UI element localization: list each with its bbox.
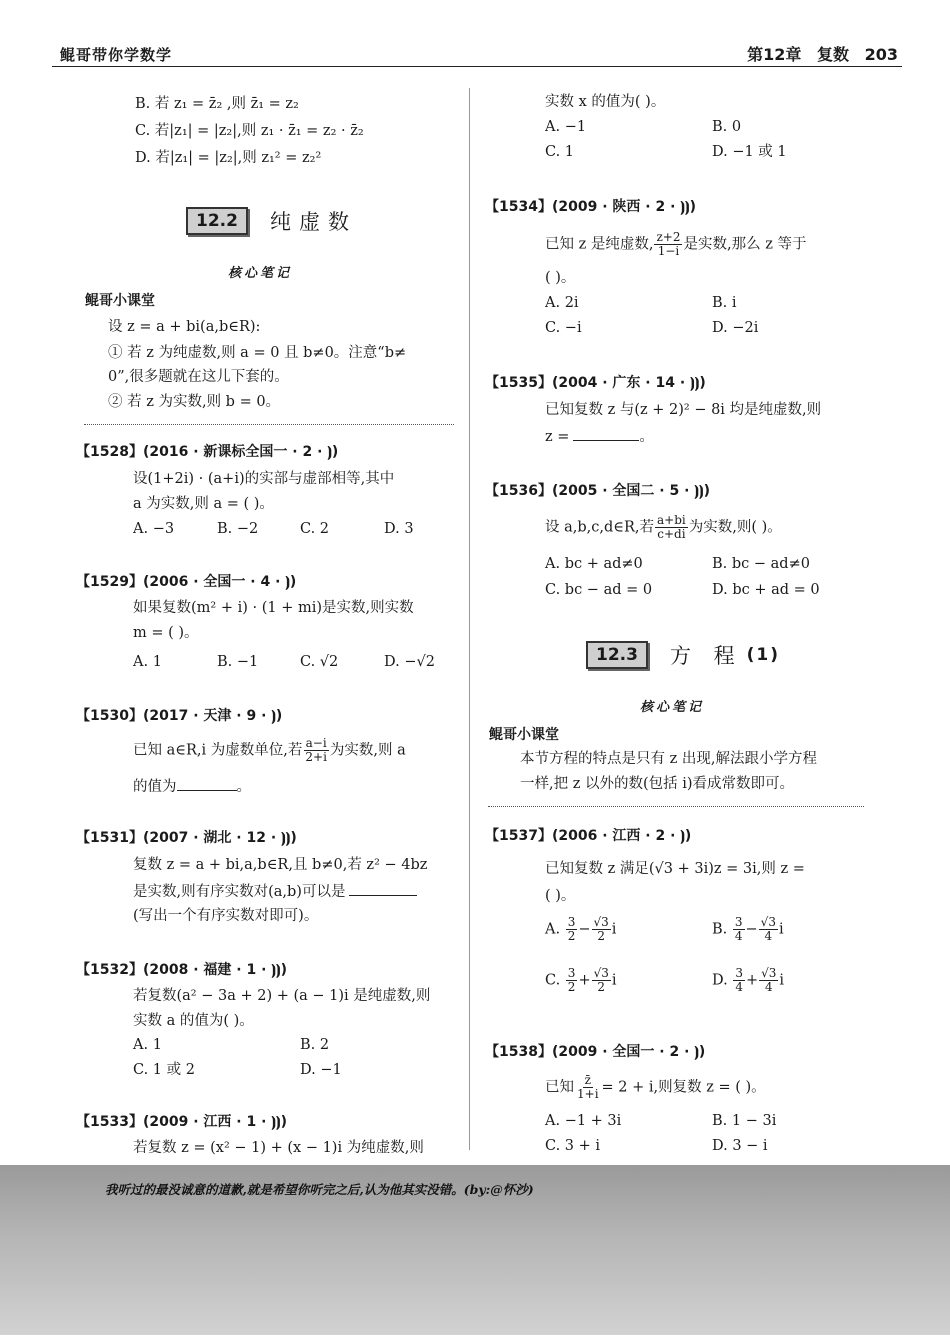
text-segment: 。 [236,779,251,795]
option-c: C. −i [545,320,582,336]
option-label: C. [545,972,561,989]
fraction-denominator: 1−i [657,244,680,258]
option-d: D. $\frac{3}{4}$ + $\frac{√3}{4}$ i [712,966,785,994]
question-text [133,737,406,764]
text-segment: 是实数,那么 z 等于 [683,236,807,253]
fraction-numerator: z+2 [656,230,681,244]
option-d: D. bc + ad = 0 [712,582,820,598]
prev-option-c: C. 若|z₁| = |z₂|,则 z₁ · z̄₁ = z₂ · z̄₂ [135,123,364,139]
question-text [133,881,417,902]
fraction-numerator: √3 [760,915,776,929]
question-1538-header [485,1042,705,1062]
text-segment: 是实数,则有序实数对(a,b)可以是 [133,884,346,900]
option-c: C. 3 + i [545,1138,601,1154]
question-1531-header [76,828,297,848]
question-text: ( )。 [545,270,576,286]
option-c: C. 2 [300,521,330,537]
question-text: 若复数(a² − 3a + 2) + (a − 1)i 是纯虚数,则 [133,988,431,1004]
text-segment: 为实数,则 a [329,742,406,759]
text-segment: 。 [639,429,654,445]
question-1532-header [76,960,287,980]
option-b: B. 0 [712,119,742,135]
option-d: D. −2i [712,320,759,336]
question-number: 【1530】 [76,708,143,724]
header-chapter-info [737,42,898,65]
option-label: A. [545,921,561,938]
option-d: D. −1 [300,1062,342,1078]
question-text: 如果复数(m² + i) · (1 + mi)是实数,则实数 [133,600,414,616]
fraction-numerator: 3 [734,915,743,929]
fraction-numerator: a+bi [657,513,686,527]
fraction-denominator: 2 [567,980,576,994]
topic-label: 复数 [817,45,850,64]
question-text: 已知复数 z 满足(√3 + 3i)z = 3i,则 z = [545,861,805,877]
fraction-numerator: 3 [567,966,576,980]
question-1537-header [485,826,691,846]
question-1530-header [76,706,282,726]
question-text: 实数 x 的值为( )。 [545,94,666,110]
lesson-line: 0”,很多题就在这儿下套的。 [108,369,289,385]
fraction [655,514,688,541]
question-source: (2007 · 湖北 · 12 · ⦘⦘) [142,830,297,846]
lesson-title: 鲲哥小课堂 [85,293,155,309]
operator: + [745,972,759,989]
fraction-numerator: √3 [593,915,609,929]
section-suffix: (1) [746,645,781,665]
fraction [303,737,329,764]
fraction-denominator: 4 [764,929,773,943]
question-text [133,776,251,797]
fraction-denominator: 2 [597,980,606,994]
question-text: m = ( )。 [133,625,199,641]
question-text [545,426,654,447]
fraction-numerator: z̄ [584,1073,591,1087]
section-12-3-heading [586,640,780,670]
question-text: (写出一个有序实数对即可)。 [133,908,319,924]
prev-option-b: B. 若 z₁ = z̄₂ ,则 z̄₁ = z₂ [135,96,299,112]
operator: − [578,921,591,938]
fraction [759,916,778,943]
answer-blank [177,776,237,791]
question-number: 【1531】 [76,830,143,846]
option-d: D. 3 − i [712,1138,768,1154]
lesson-line: 一样,把 z 以外的数(包括 i)看成常数即可。 [520,776,795,792]
text-segment: 已知 [545,1079,574,1096]
option-c: C. $\frac{3}{2}$ + $\frac{√3}{2}$ i [545,966,617,994]
option-c: C. √2 [300,654,339,670]
question-1535-header [485,373,706,393]
section-title: 纯虚数 [269,210,357,234]
question-number: 【1536】 [485,483,552,499]
question-text [545,1074,766,1101]
prev-option-d: D. 若|z₁| = |z₂|,则 z₁² = z₂² [135,150,322,166]
fraction [592,967,611,994]
answer-blank [573,426,639,441]
fraction [566,916,578,943]
option-a: A. 1 [133,654,162,670]
fraction-denominator: 4 [764,980,773,994]
fraction-denominator: c+di [657,527,686,541]
question-source: (2017 · 天津 · 9 · ⦘) [142,708,283,724]
option-a: A. 2i [545,295,579,311]
section-12-2-heading [186,206,357,236]
question-source: (2005 · 全国二 · 5 · ⦘⦘) [551,483,710,499]
question-text: 若复数 z = (x² − 1) + (x − 1)i 为纯虚数,则 [133,1140,424,1156]
header-rule [52,66,902,67]
header-brand: 鲲哥带你学数学 [60,46,173,64]
option-a: A. −1 + 3i [545,1113,622,1129]
dotted-separator [488,806,864,807]
footer-quote: 我听过的最没诚意的道歉,就是希望你听完之后,认为他其实没错。(by:@怀沙) [105,1182,534,1197]
question-source: (2009 · 陕西 · 2 · ⦘⦘) [551,199,696,215]
lesson-line: ② 若 z 为实数,则 b = 0。 [108,394,281,410]
fraction-denominator: 4 [735,980,743,994]
fraction-numerator: 3 [735,966,743,980]
fraction [759,967,778,994]
question-text: 复数 z = a + bi,a,b∈R,且 b≠0,若 z² − 4bz [133,857,428,873]
option-b: B. i [712,295,737,311]
question-number: 【1532】 [76,962,143,978]
question-source: (2009 · 江西 · 1 · ⦘⦘) [142,1114,287,1130]
fraction-denominator: 2+i [305,750,327,764]
text-segment: 已知 z 是纯虚数, [545,236,654,253]
question-text [545,231,806,258]
option-a: A. −3 [133,521,175,537]
question-number: 【1537】 [485,828,552,844]
question-text: a 为实数,则 a = ( )。 [133,496,274,512]
question-number: 【1538】 [485,1044,552,1060]
question-text: 实数 a 的值为( )。 [133,1013,254,1029]
option-b: B. 2 [300,1037,330,1053]
section-number: 12.2 [186,207,248,235]
section-number: 12.3 [586,641,648,669]
text-segment: 的值为 [133,779,177,795]
fraction [575,1074,601,1101]
option-b: B. −2 [217,521,259,537]
option-c: C. 1 [545,144,575,160]
fraction-denominator: 4 [734,929,743,943]
column-divider [469,88,470,1150]
question-text: 设(1+2i) · (a+i)的实部与虚部相等,其中 [133,471,395,487]
fraction [733,967,745,994]
question-number: 【1534】 [485,199,552,215]
question-text: 已知复数 z 与(z + 2)² − 8i 均是纯虚数,则 [545,402,822,418]
fraction-numerator: √3 [761,966,777,980]
question-1533-header [76,1112,287,1132]
option-a: A. bc + ad≠0 [545,556,643,572]
dotted-separator [84,424,454,425]
fraction [733,916,745,943]
fraction-denominator: 1+i [577,1087,599,1101]
operator: + [578,972,591,989]
answer-blank [349,881,417,896]
option-label: D. [712,972,728,989]
option-b: B. bc − ad≠0 [712,556,810,572]
question-source: (2009 · 全国一 · 2 · ⦘) [551,1044,706,1060]
option-b: B. $\frac{3}{4}$ − $\frac{√3}{4}$ i [712,915,784,943]
option-label: B. [712,921,728,938]
lesson-title: 鲲哥小课堂 [489,727,559,743]
lesson-line: 设 z = a + bi(a,b∈R): [108,319,261,335]
option-c: C. bc − ad = 0 [545,582,653,598]
option-a: A. 1 [133,1037,162,1053]
fraction [654,231,682,258]
text-segment: = 2 + i,则复数 z = ( )。 [601,1079,766,1096]
text-segment: 设 a,b,c,d∈R,若 [545,519,655,536]
option-d: D. −√2 [384,654,435,670]
lesson-line: 本节方程的特点是只有 z 出现,解法跟小学方程 [520,751,817,767]
question-1534-header [485,197,696,217]
question-number: 【1535】 [485,375,552,391]
core-note-label: 核心笔记 [640,700,705,715]
option-a: A. $\frac{3}{2}$ − $\frac{√3}{2}$ i [545,915,617,943]
text-segment: 为实数,则( )。 [688,519,782,536]
option-b: B. −1 [217,654,259,670]
core-note-label: 核心笔记 [228,266,293,281]
fraction-numerator: a−i [305,736,327,750]
fraction-numerator: 3 [567,915,576,929]
question-text: ( )。 [545,888,576,904]
option-a: A. −1 [545,119,587,135]
page-number: 203 [864,45,898,64]
fraction-numerator: √3 [593,966,609,980]
text-segment: z = [545,429,570,445]
question-source: (2006 · 全国一 · 4 · ⦘) [142,574,297,590]
option-d: D. 3 [384,521,414,537]
option-b: B. 1 − 3i [712,1113,777,1129]
question-1536-header [485,481,710,501]
option-d: D. −1 或 1 [712,144,787,160]
question-number: 【1529】 [76,574,143,590]
lesson-line: ① 若 z 为纯虚数,则 a = 0 且 b≠0。注意“b≠ [108,345,407,361]
fraction [566,967,578,994]
option-c: C. 1 或 2 [133,1062,195,1078]
question-source: (2016 · 新课标全国一 · 2 · ⦘) [142,444,339,460]
fraction-denominator: 2 [597,929,605,943]
question-text [545,514,782,541]
text-segment: 已知 a∈R,i 为虚数单位,若 [133,742,303,759]
question-source: (2008 · 福建 · 1 · ⦘⦘) [142,962,287,978]
fraction [592,916,611,943]
chapter-label: 第12章 [747,45,802,64]
question-source: (2004 · 广东 · 14 · ⦘⦘) [551,375,706,391]
question-1528-header [76,442,338,462]
question-number: 【1533】 [76,1114,143,1130]
question-1529-header [76,572,296,592]
operator: − [745,921,758,938]
fraction-denominator: 2 [567,929,576,943]
question-number: 【1528】 [76,444,143,460]
question-source: (2006 · 江西 · 2 · ⦘) [551,828,692,844]
section-title: 方 程 [669,644,743,668]
